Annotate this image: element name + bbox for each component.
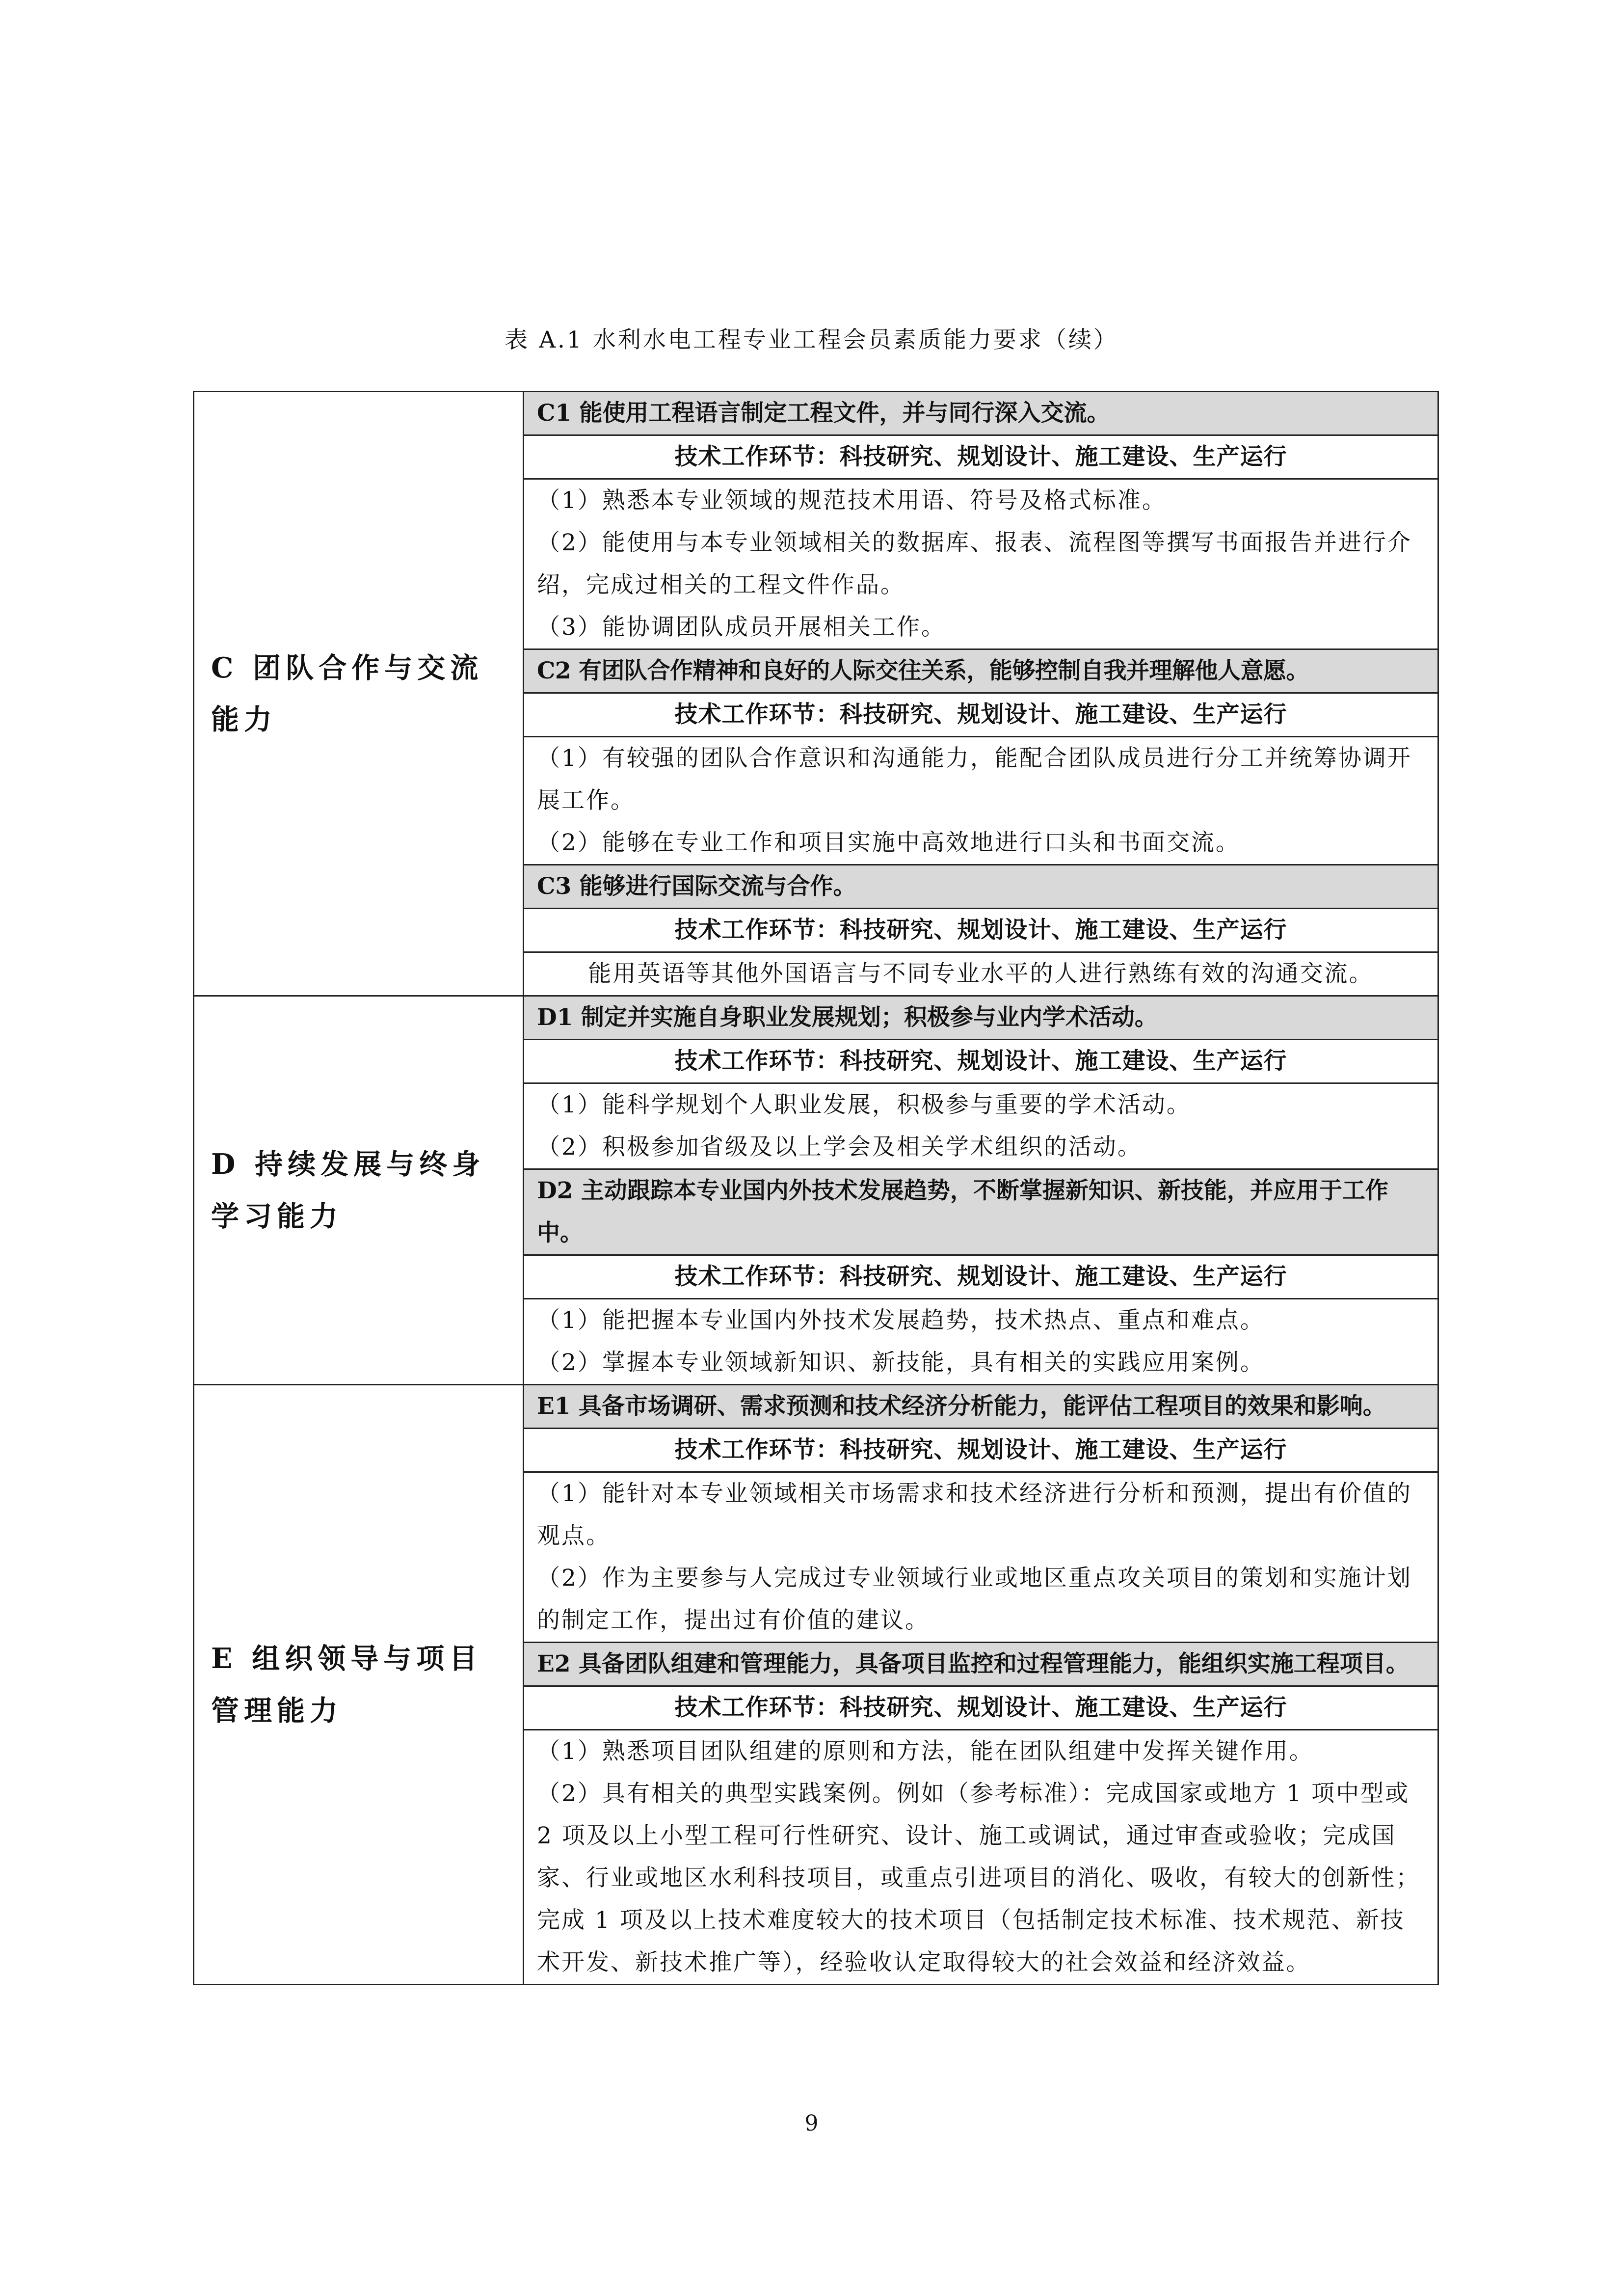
work-stage-d2: 技术工作环节：科技研究、规划设计、施工建设、生产运行 — [524, 1256, 1437, 1299]
requirement-block-d2 — [524, 1170, 1437, 1384]
work-stage-c2: 技术工作环节：科技研究、规划设计、施工建设、生产运行 — [524, 694, 1437, 737]
work-stage-e2: 技术工作环节：科技研究、规划设计、施工建设、生产运行 — [524, 1687, 1437, 1730]
list-item: （2）能够在专业工作和项目实施中高效地进行口头和书面交流。 — [537, 829, 1240, 856]
list-item: （1）熟悉项目团队组建的原则和方法，能在团队组建中发挥关键作用。 — [537, 1738, 1314, 1765]
list-item: （1）能科学规划个人职业发展，积极参与重要的学术活动。 — [537, 1091, 1191, 1118]
category-cell-e — [194, 1385, 524, 1985]
requirement-heading-c1: C1 能使用工程语言制定工程文件，并与同行深入交流。 — [524, 392, 1437, 436]
work-stage-c1: 技术工作环节：科技研究、规划设计、施工建设、生产运行 — [524, 436, 1437, 480]
table-row-d — [194, 996, 1438, 1385]
category-label-e: E 组织领导与项目管理能力 — [211, 1642, 482, 1727]
category-label-c: C 团队合作与交流能力 — [211, 651, 483, 736]
list-item: （2）掌握本专业领域新知识、新技能，具有相关的实践应用案例。 — [537, 1349, 1265, 1376]
category-label-d: D 持续发展与终身学习能力 — [211, 1148, 485, 1233]
requirement-items-d1 — [524, 1084, 1437, 1170]
requirement-heading-c2: C2 有团队合作精神和良好的人际交往关系，能够控制自我并理解他人意愿。 — [524, 650, 1437, 694]
work-stage-c3: 技术工作环节：科技研究、规划设计、施工建设、生产运行 — [524, 909, 1437, 953]
requirement-block-e2 — [524, 1643, 1437, 1984]
requirement-block-c2 — [524, 650, 1437, 865]
list-item: （3）能协调团队成员开展相关工作。 — [537, 614, 946, 641]
requirement-items-e1 — [524, 1473, 1437, 1643]
table-caption: 表 A.1 水利水电工程专业工程会员素质能力要求（续） — [505, 326, 1118, 353]
list-item: （2）作为主要参与人完成过专业领域行业或地区重点攻关项目的策划和实施计划的制定工作，提出过有价值的建议。 — [537, 1565, 1412, 1634]
work-stage-e1: 技术工作环节：科技研究、规划设计、施工建设、生产运行 — [524, 1429, 1437, 1473]
requirement-heading-c3: C3 能够进行国际交流与合作。 — [524, 865, 1437, 909]
requirements-cell-d — [524, 996, 1438, 1385]
competency-table — [193, 391, 1439, 1985]
list-item: 能用英语等其他外国语言与不同专业水平的人进行熟练有效的沟通交流。 — [588, 960, 1374, 987]
page-number: 9 — [804, 2111, 819, 2136]
requirement-items-c2 — [524, 737, 1437, 865]
requirement-items-c1 — [524, 480, 1437, 650]
requirement-heading-e2: E2 具备团队组建和管理能力，具备项目监控和过程管理能力，能组织实施工程项目。 — [524, 1643, 1437, 1687]
requirement-heading-e1: E1 具备市场调研、需求预测和技术经济分析能力，能评估工程项目的效果和影响。 — [524, 1385, 1437, 1429]
requirement-items-d2 — [524, 1299, 1437, 1384]
table-row-c — [194, 392, 1438, 996]
category-cell-d — [194, 996, 524, 1385]
requirements-cell-c — [524, 392, 1438, 996]
requirements-cell-e — [524, 1385, 1438, 1985]
requirement-block-d1 — [524, 997, 1437, 1170]
list-item: （1）能把握本专业国内外技术发展趋势，技术热点、重点和难点。 — [537, 1307, 1265, 1334]
requirement-block-c3 — [524, 865, 1437, 995]
category-cell-c — [194, 392, 524, 996]
table-row-e — [194, 1385, 1438, 1985]
requirement-block-e1 — [524, 1385, 1437, 1643]
requirement-items-e2 — [524, 1730, 1437, 1984]
work-stage-d1: 技术工作环节：科技研究、规划设计、施工建设、生产运行 — [524, 1040, 1437, 1084]
requirement-block-c1 — [524, 392, 1437, 650]
list-item: （2）具有相关的典型实践案例。例如（参考标准）：完成国家或地方 1 项中型或 2 项及以上小型工程可行性研究、设计、施工或调试，通过审查或验收；完成国家、行业或地区水利科技项目，或重点引进项目的消化、吸收，有较大的创新性；完成 1 项及以上技术难度较大的技术项目（包括制定技术标准、技术规范、新技术开发、新技术推广等），经验收认定取得较大的社会效益和经济效益。 — [537, 1780, 1420, 1976]
requirement-heading-d1: D1 制定并实施自身职业发展规划；积极参与业内学术活动。 — [524, 997, 1437, 1040]
list-item: （1）有较强的团队合作意识和沟通能力，能配合团队成员进行分工并统筹协调开展工作。 — [537, 745, 1412, 814]
requirement-heading-d2: D2 主动跟踪本专业国内外技术发展趋势，不断掌握新知识、新技能，并应用于工作中。 — [524, 1170, 1437, 1256]
list-item: （1）能针对本专业领域相关市场需求和技术经济进行分析和预测，提出有价值的观点。 — [537, 1480, 1412, 1549]
requirement-items-c3 — [524, 953, 1437, 995]
list-item: （2）能使用与本专业领域相关的数据库、报表、流程图等撰写书面报告并进行介绍，完成过相关的工程文件作品。 — [537, 529, 1412, 598]
list-item: （1）熟悉本专业领域的规范技术用语、符号及格式标准。 — [537, 487, 1167, 514]
list-item: （2）积极参加省级及以上学会及相关学术组织的活动。 — [537, 1134, 1142, 1161]
